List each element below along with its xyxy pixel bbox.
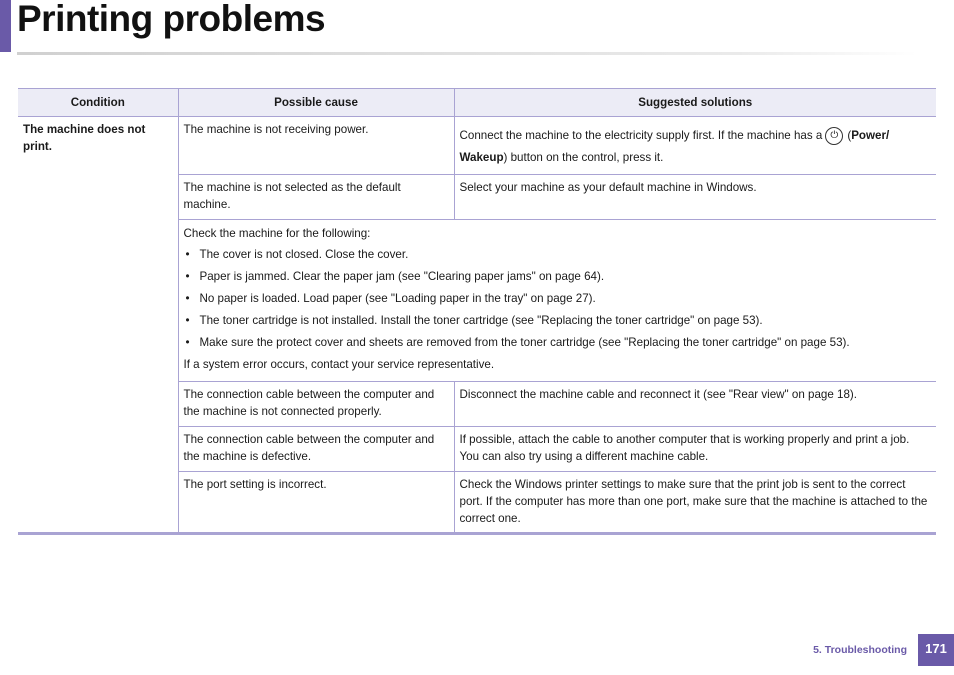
cause-cell: The machine is not selected as the default machine. bbox=[178, 175, 454, 220]
power-wakeup-label: Power/ Wakeup bbox=[459, 129, 890, 164]
cause-cell: The machine is not receiving power. bbox=[178, 117, 454, 175]
check-list bbox=[184, 246, 932, 351]
solution-cell: If possible, attach the cable to another computer that is working properly and print a job. You can also try using a different machine cable. bbox=[454, 427, 936, 472]
list-item: • Paper is jammed. Clear the paper jam (see "Clearing paper jams" on page 64). bbox=[184, 268, 932, 285]
header-possible-cause: Possible cause bbox=[178, 89, 454, 117]
header-suggested-solutions: Suggested solutions bbox=[454, 89, 936, 117]
solution-text: ) button on the control, press it. bbox=[503, 151, 664, 164]
page-number: 171 bbox=[918, 634, 954, 666]
power-icon: ⏻ bbox=[825, 127, 843, 145]
table-header-row bbox=[18, 89, 936, 117]
title-accent-bar bbox=[0, 0, 11, 52]
table-row bbox=[18, 117, 936, 175]
footer-section-label: 5. Troubleshooting bbox=[813, 644, 907, 656]
cause-cell: The port setting is incorrect. bbox=[178, 472, 454, 534]
header-condition: Condition bbox=[18, 89, 178, 117]
solution-cell: Disconnect the machine cable and reconnect it (see "Rear view" on page 18). bbox=[454, 382, 936, 427]
printing-problems-table bbox=[18, 88, 936, 535]
solution-text: Connect the machine to the electricity supply first. If the machine has a bbox=[459, 129, 823, 142]
check-intro: Check the machine for the following: bbox=[183, 227, 371, 240]
cause-cell: The connection cable between the computer and the machine is not connected properly. bbox=[178, 382, 454, 427]
list-item: • The cover is not closed. Close the cover. bbox=[184, 246, 932, 263]
list-item: • Make sure the protect cover and sheets are removed from the toner cartridge (see "Replacing the toner cartridge" on page 53). bbox=[184, 334, 932, 351]
check-list-cell bbox=[178, 220, 936, 382]
solution-cell: Select your machine as your default machine in Windows. bbox=[454, 175, 936, 220]
solution-cell: Connect the machine to the electricity supply first. If the machine has a ⏻ (Power/ Wakeup) button on the control, press it. bbox=[454, 117, 936, 175]
cause-cell: The connection cable between the computer and the machine is defective. bbox=[178, 427, 454, 472]
list-item: • The toner cartridge is not installed. Install the toner cartridge (see "Replacing the toner cartridge" on page 53). bbox=[184, 312, 932, 329]
solution-cell: Check the Windows printer settings to make sure that the print job is sent to the correct port. If the computer has more than one port, make sure that the machine is attached to the correct one. bbox=[454, 472, 936, 534]
check-outro: If a system error occurs, contact your service representative. bbox=[183, 358, 495, 371]
title-underline bbox=[17, 52, 917, 55]
condition-cell: The machine does not print. bbox=[18, 117, 178, 534]
list-item: • No paper is loaded. Load paper (see "Loading paper in the tray" on page 27). bbox=[184, 290, 932, 307]
page-title: Printing problems bbox=[17, 0, 326, 39]
